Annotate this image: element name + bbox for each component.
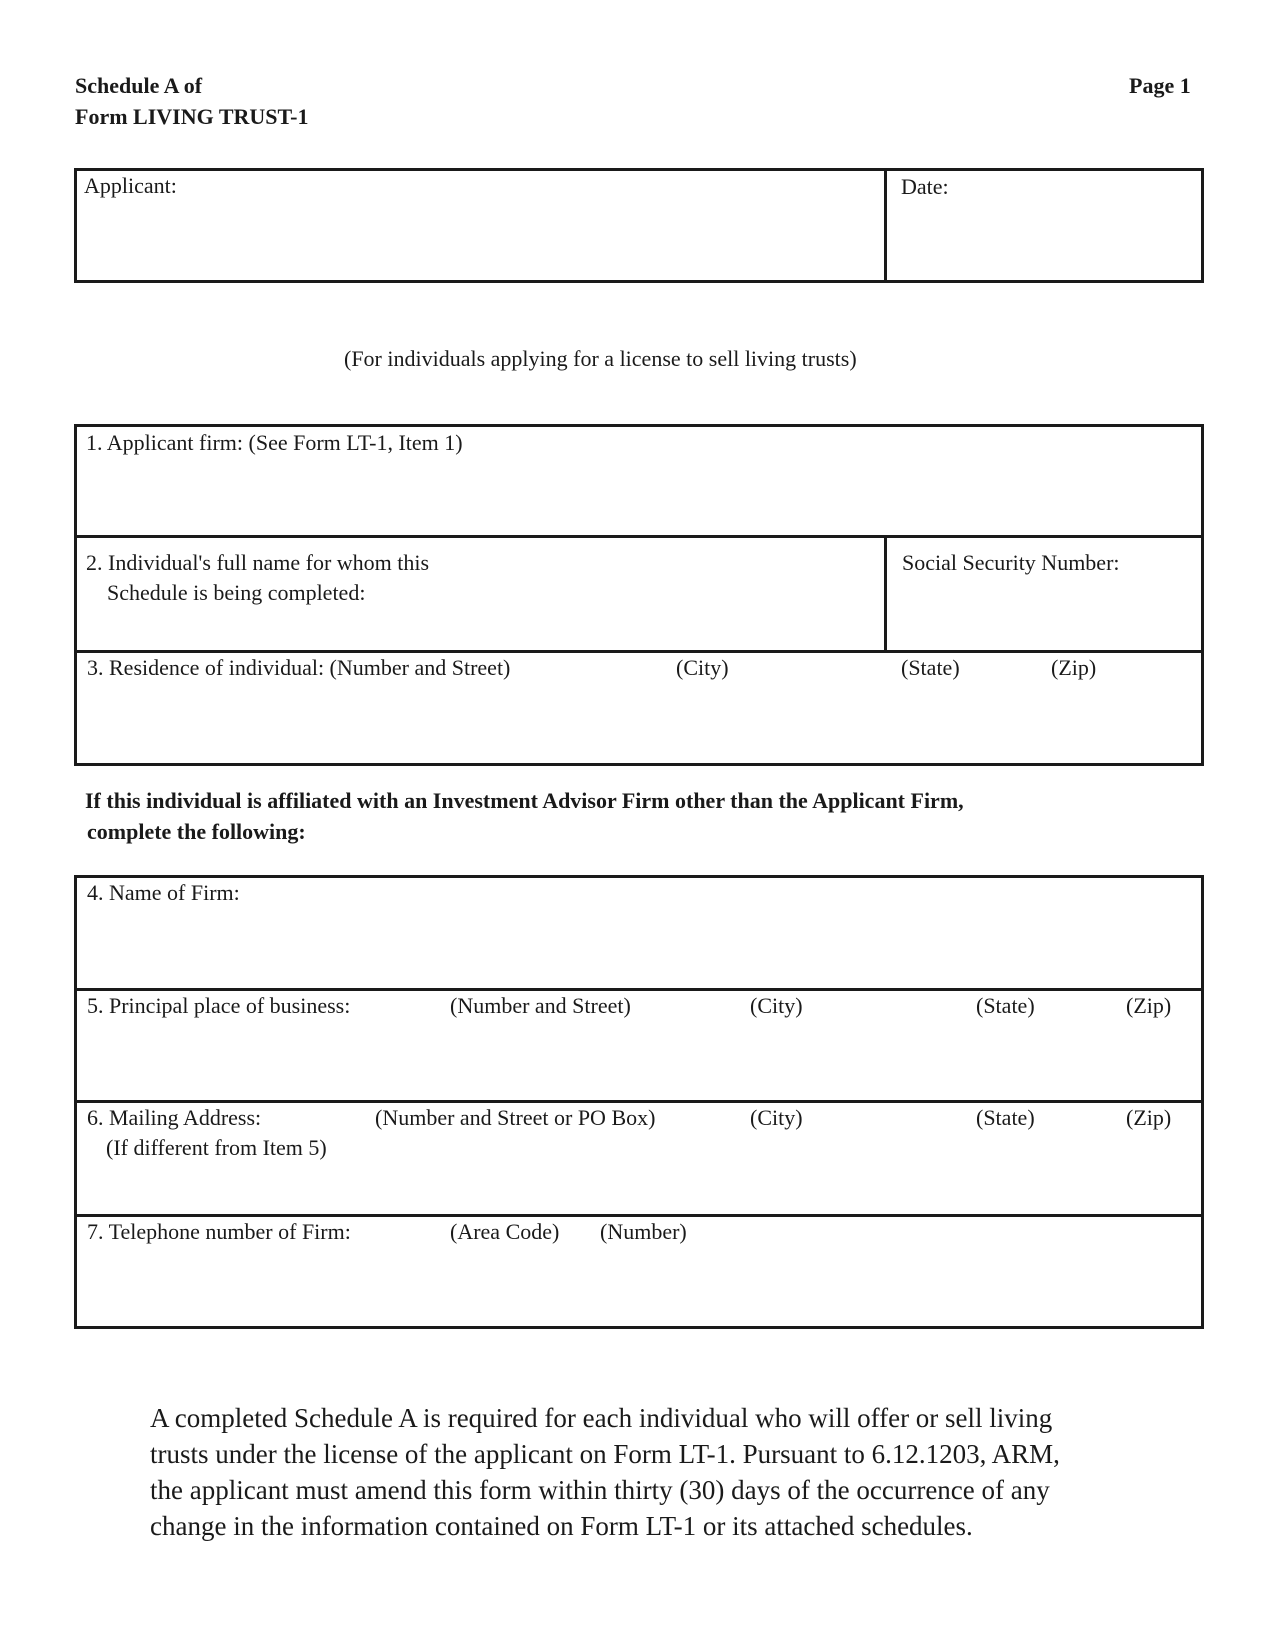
schedule-title-line1: Schedule A of [75, 73, 203, 98]
form-subtitle: (For individuals applying for a license to sell living trusts) [344, 346, 857, 371]
business-address-field[interactable] [80, 1024, 1198, 1096]
ssn-label: Social Security Number: [902, 550, 1120, 575]
affiliation-note [85, 785, 964, 847]
affiliation-note-line1: If this individual is affiliated with an Investment Advisor Firm other than the Applicant Firm, [85, 788, 964, 813]
item2-label-line1: 2. Individual's full name for whom this [86, 550, 430, 575]
item1-label: 1. Applicant firm: (See Form LT-1, Item 1) [86, 430, 463, 455]
footer-line3: the applicant must amend this form within thirty (30) days of the occurrence of any [150, 1475, 1050, 1505]
ssn-field[interactable] [892, 580, 1198, 648]
item7-label: 7. Telephone number of Firm: [87, 1219, 351, 1244]
item5-label: 5. Principal place of business: [87, 993, 351, 1018]
item4-label: 4. Name of Firm: [87, 880, 240, 905]
item6-city-label: (City) [750, 1105, 803, 1130]
item3-city-label: (City) [676, 655, 729, 680]
item6-street-label: (Number and Street or PO Box) [375, 1105, 656, 1130]
item5-zip-label: (Zip) [1126, 993, 1172, 1018]
item6-sub-label: (If different from Item 5) [106, 1135, 327, 1160]
full-name-field[interactable] [80, 610, 878, 648]
item7-number-label: (Number) [600, 1219, 687, 1244]
item3-zip-label: (Zip) [1051, 655, 1097, 680]
item6-zip-label: (Zip) [1126, 1105, 1172, 1130]
residence-field[interactable] [80, 688, 1198, 760]
item6-state-label: (State) [976, 1105, 1035, 1130]
telephone-field[interactable] [80, 1250, 1198, 1323]
footer-line1: A completed Schedule A is required for each individual who will offer or sell living [150, 1403, 1053, 1433]
footer-line4: change in the information contained on Form LT-1 or its attached schedules. [150, 1511, 973, 1541]
applicant-field[interactable] [80, 202, 878, 278]
item2-label-line2: Schedule is being completed: [107, 580, 366, 605]
page-number: Page 1 [1129, 73, 1191, 98]
date-label: Date: [901, 174, 949, 199]
date-field[interactable] [892, 202, 1198, 278]
item6-label: 6. Mailing Address: [87, 1105, 262, 1130]
item5-street-label: (Number and Street) [450, 993, 631, 1018]
divider [884, 168, 887, 283]
footer-line2: trusts under the license of the applicant on Form LT-1. Pursuant to 6.12.1203, ARM, [150, 1439, 1060, 1469]
footer-paragraph [150, 1400, 1060, 1544]
schedule-title [75, 70, 308, 132]
firm-name-field[interactable] [80, 912, 1198, 984]
schedule-title-line2: Form LIVING TRUST-1 [75, 104, 309, 129]
applicant-label: Applicant: [84, 173, 177, 198]
applicant-firm-field[interactable] [80, 462, 1198, 532]
item3-label: 3. Residence of individual: (Number and Street) [87, 655, 511, 680]
affiliation-note-line2: complete the following: [87, 819, 306, 844]
item7-area-label: (Area Code) [450, 1219, 560, 1244]
divider [884, 535, 887, 653]
item3-state-label: (State) [901, 655, 960, 680]
divider [74, 535, 1204, 538]
item5-city-label: (City) [750, 993, 803, 1018]
mailing-address-field[interactable] [80, 1166, 1198, 1210]
item5-state-label: (State) [976, 993, 1035, 1018]
